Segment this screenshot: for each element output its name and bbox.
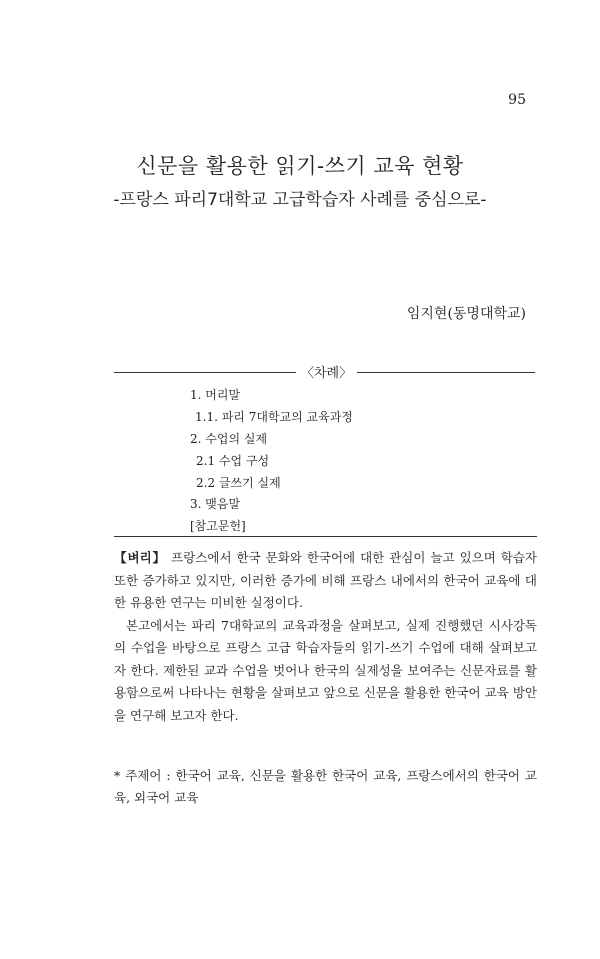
toc-item: 1. 머리말 (190, 388, 241, 402)
toc-item: 2.2 글쓰기 실제 (196, 476, 281, 490)
abstract-divider (114, 536, 537, 537)
abstract-text-1: 프랑스에서 한국 문화와 한국어에 대한 관심이 늘고 있으며 학습자 또한 증가하고 있지만, 이러한 증가에 비해 프랑스 내에서의 한국어 교육에 대한 유용한 연구는 미비한 실정이다. (114, 550, 537, 610)
toc-divider-left (114, 372, 296, 373)
page-number: 95 (508, 92, 526, 108)
paper-subtitle: -프랑스 파리7대학교 고급학습자 사례를 중심으로- (113, 190, 487, 210)
abstract-paragraph-2: 본고에서는 파리 7대학교의 교육과정을 살펴보고, 실제 진행했던 시사강독의 수업을 바탕으로 프랑스 고급 학습자들의 읽기-쓰기 수업에 대해 살펴보고자 한다. 제한된 교과 수업을 벗어나 한국의 실제성을 보여주는 신문자료를 활용함으로써 나타나는 현황을 살펴보고 앞으로 신문을 활용한 한국어 교육 방안을 연구해 보고자 한다. (114, 617, 537, 723)
abstract-paragraph-1 (114, 547, 537, 615)
toc-heading: 〈차례〉 (300, 366, 353, 381)
abstract-label: 【벼리】 (114, 550, 167, 565)
toc-item: 1.1. 파리 7대학교의 교육과정 (195, 410, 353, 424)
toc-item: [참고문헌] (190, 519, 246, 533)
toc-item: 2.1 수업 구성 (196, 454, 270, 468)
keywords: * 주제어 : 한국어 교육, 신문을 활용한 한국어 교육, 프랑스에서의 한국어 교육, 외국어 교육 (114, 768, 537, 805)
toc-item: 2. 수업의 실제 (190, 432, 268, 446)
author-affiliation: 임지현(동명대학교) (406, 306, 526, 322)
toc-item: 3. 맺음말 (190, 497, 241, 511)
abstract (114, 547, 537, 727)
toc-divider-right (357, 372, 535, 373)
paper-title: 신문을 활용한 읽기-쓰기 교육 현황 (136, 154, 464, 178)
